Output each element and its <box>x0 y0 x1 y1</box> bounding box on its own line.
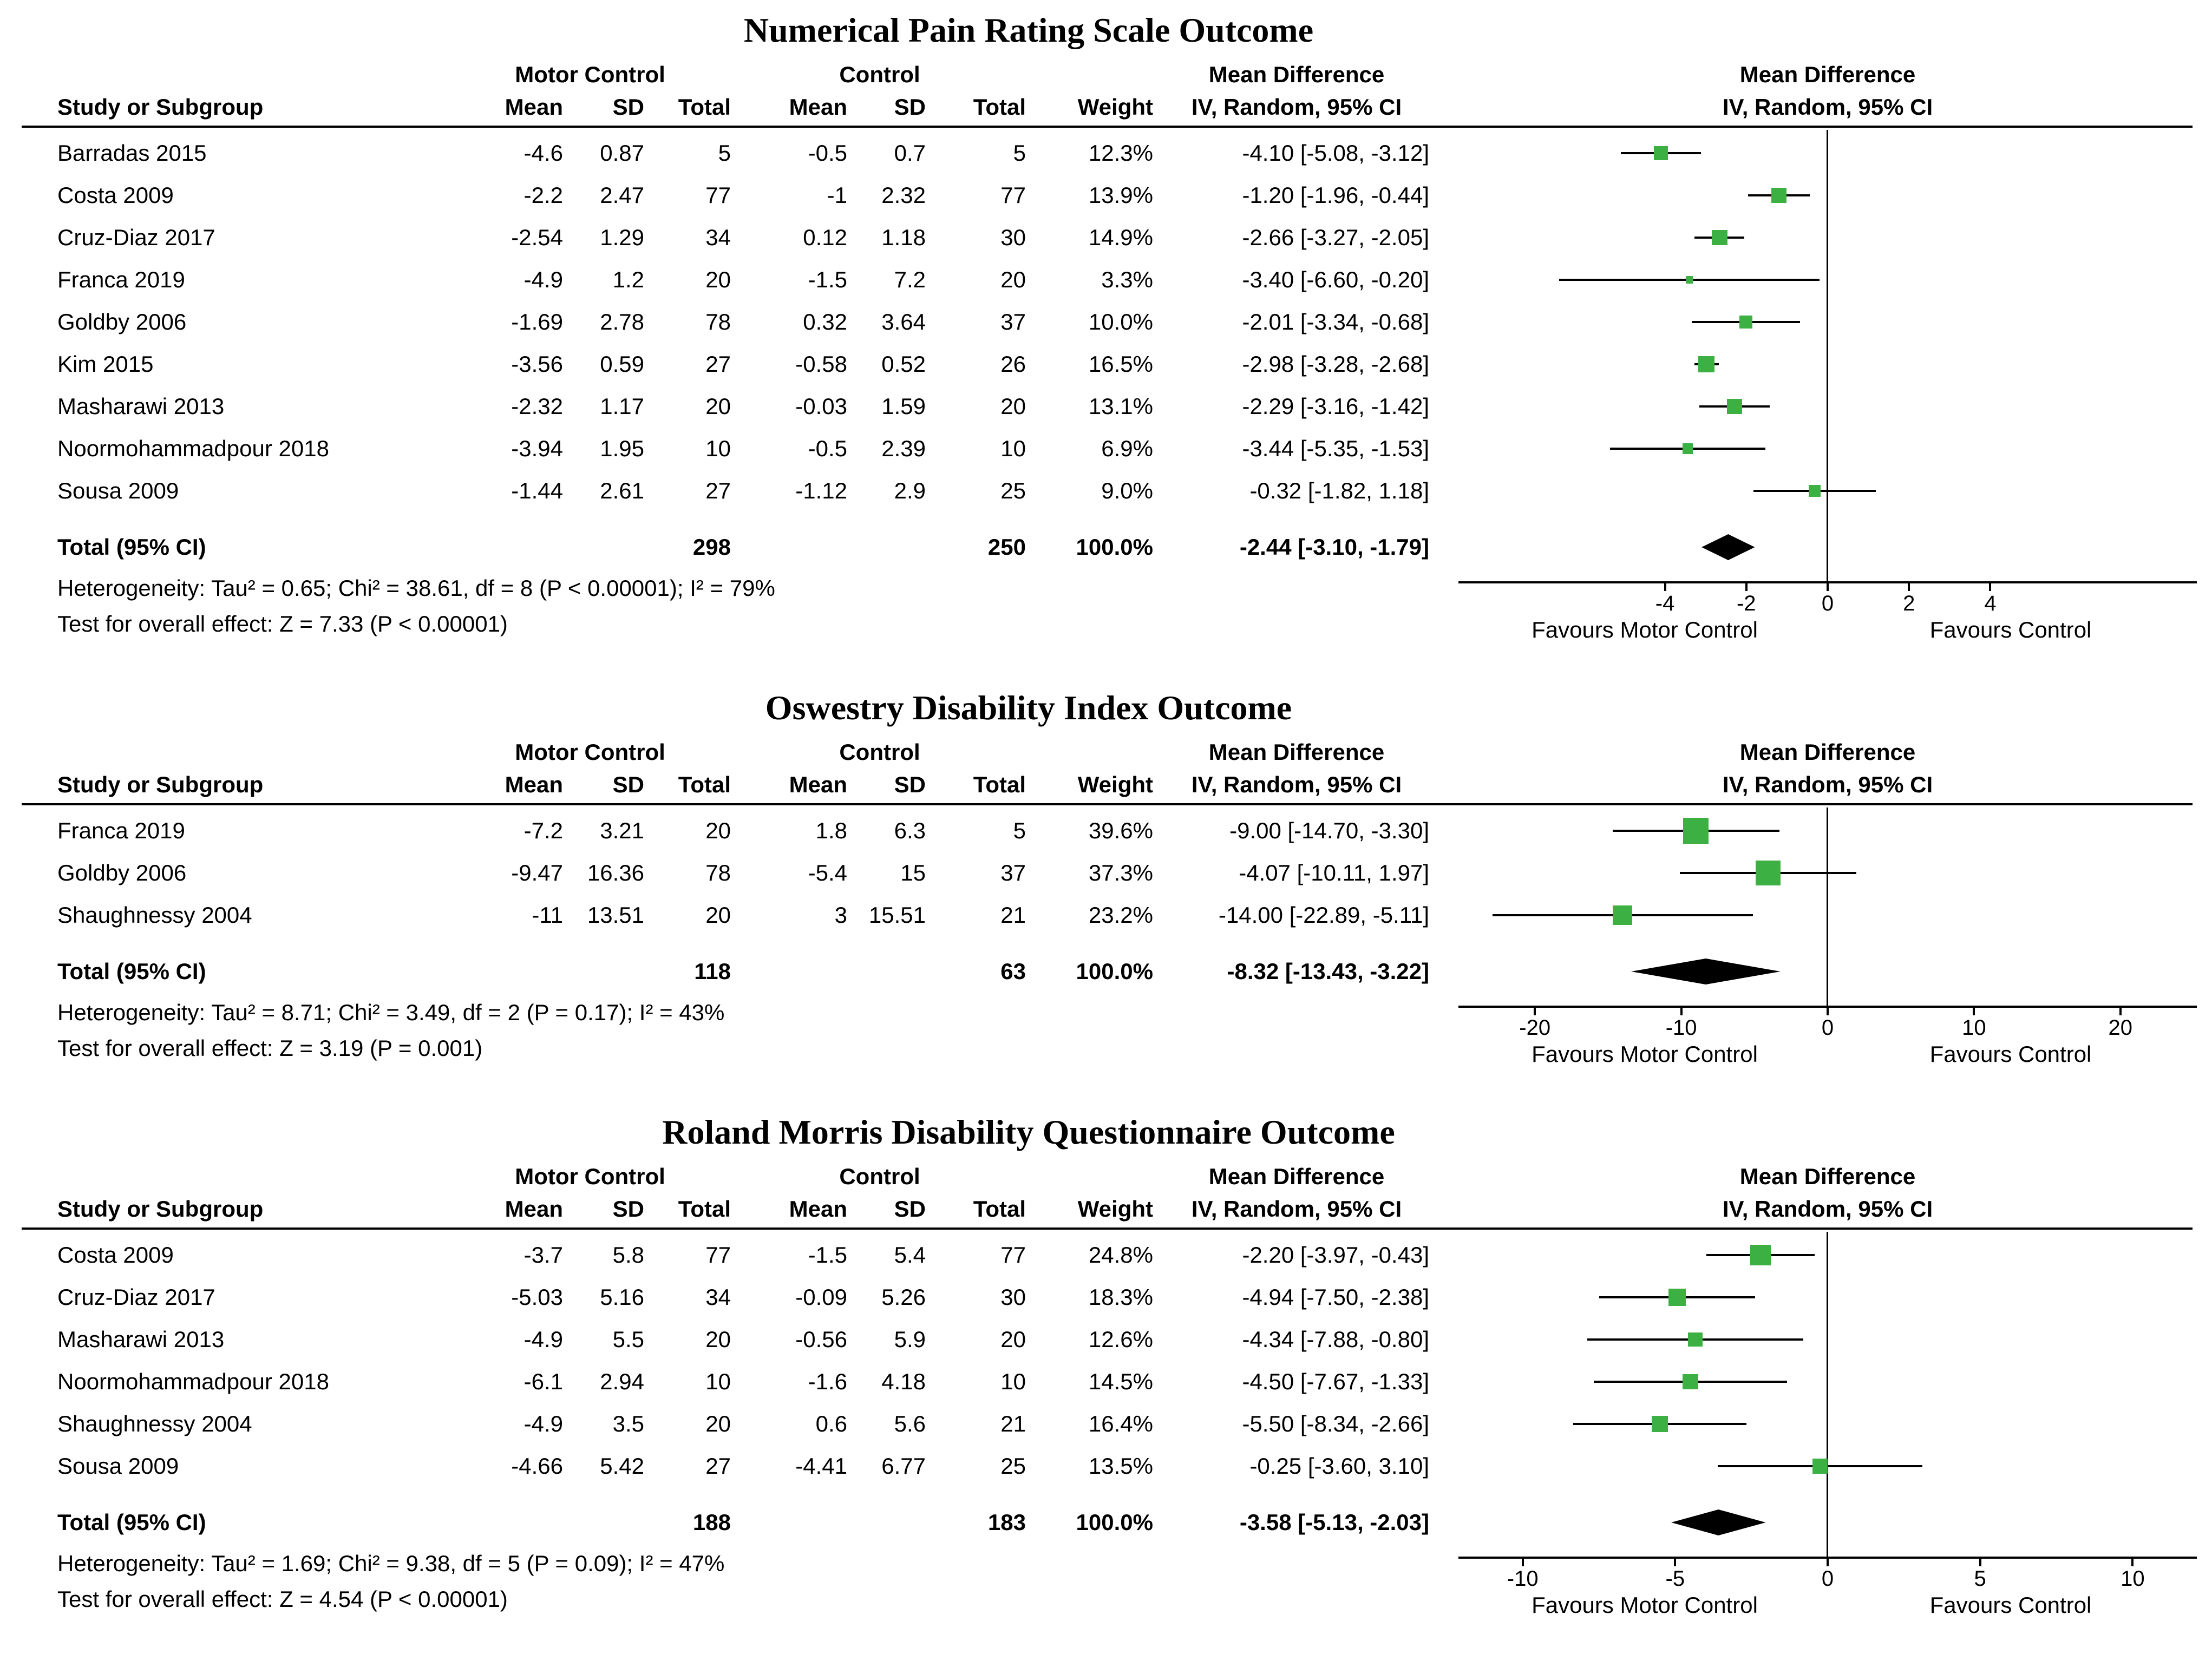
total-mc-n: 118 <box>694 959 731 984</box>
overall-effect-text: Test for overall effect: Z = 3.19 (P = 0.001) <box>57 1035 483 1061</box>
effect-marker <box>1668 1289 1686 1306</box>
study-col-header: Study or Subgroup <box>57 772 264 797</box>
axis-tick <box>1827 1557 1829 1566</box>
c-total-col-header: Total <box>973 1196 1026 1222</box>
total-c-n: 183 <box>987 1509 1026 1535</box>
effect-marker <box>1683 818 1709 843</box>
c-mean-value: -0.5 <box>808 140 847 166</box>
c-mean-col-header: Mean <box>789 1196 847 1222</box>
mean-difference-header-plot: Mean Difference <box>1739 1164 1916 1189</box>
c-mean-value: -1 <box>827 182 847 208</box>
mc-mean-value: -9.47 <box>511 860 563 885</box>
axis-tick <box>1664 581 1666 591</box>
total-label: Total (95% CI) <box>57 1509 206 1535</box>
effect-marker <box>1739 316 1752 329</box>
axis-tick-label: 4 <box>1984 592 1997 615</box>
mc-total-value: 20 <box>705 393 731 419</box>
axis-tick-label: 5 <box>1974 1567 1986 1591</box>
total-label: Total (95% CI) <box>57 534 206 560</box>
weight-value: 16.5% <box>1088 351 1153 377</box>
axis-tick <box>1979 1557 1981 1566</box>
mc-total-value: 20 <box>705 902 731 928</box>
ci-label: -2.29 [-3.16, -1.42] <box>1242 393 1429 419</box>
ci-label: -5.50 [-8.34, -2.66] <box>1242 1411 1429 1436</box>
c-sd-value: 6.3 <box>894 818 926 843</box>
axis-tick <box>1908 581 1910 591</box>
c-sd-value: 5.4 <box>894 1242 926 1268</box>
effect-marker <box>1712 230 1727 246</box>
c-sd-col-header: SD <box>894 772 926 797</box>
total-mc-n: 298 <box>692 534 731 560</box>
mc-sd-col-header: SD <box>612 94 644 120</box>
mc-total-value: 5 <box>718 140 731 166</box>
mc-total-value: 77 <box>705 182 731 208</box>
weight-value: 13.5% <box>1088 1453 1153 1479</box>
effect-marker <box>1686 276 1693 284</box>
mc-total-value: 27 <box>705 478 731 503</box>
axis-tick-label: 10 <box>1962 1016 1986 1040</box>
method-col-header-plot: IV, Random, 95% CI <box>1722 94 1933 120</box>
effect-marker <box>1683 443 1693 454</box>
study-name: Sousa 2009 <box>57 478 179 503</box>
method-col-header-plot: IV, Random, 95% CI <box>1722 1196 1933 1222</box>
effect-marker <box>1613 905 1632 925</box>
axis-tick-label: -10 <box>1665 1016 1697 1040</box>
mc-mean-value: -2.2 <box>523 182 563 208</box>
axis-tick <box>1674 1557 1676 1566</box>
mc-total-value: 27 <box>705 351 731 377</box>
effect-marker <box>1809 485 1821 497</box>
ci-label: -1.20 [-1.96, -0.44] <box>1242 182 1429 208</box>
axis-tick <box>1989 581 1991 591</box>
favours-right-label: Favours Control <box>1929 617 2092 642</box>
c-mean-value: -5.4 <box>808 860 847 885</box>
axis-tick-label: 20 <box>2108 1016 2133 1040</box>
study-name: Barradas 2015 <box>57 140 207 166</box>
study-name: Noormohammadpour 2018 <box>57 436 329 461</box>
weight-value: 14.9% <box>1088 225 1153 250</box>
total-c-n: 250 <box>987 534 1026 560</box>
mc-mean-value: -5.03 <box>511 1284 563 1310</box>
ci-label: -9.00 [-14.70, -3.30] <box>1229 818 1429 843</box>
c-mean-value: -0.56 <box>795 1327 847 1352</box>
c-mean-value: -1.6 <box>808 1369 847 1394</box>
effect-marker <box>1652 1416 1668 1432</box>
ci-label: -2.98 [-3.28, -2.68] <box>1242 351 1429 377</box>
mc-mean-value: -11 <box>532 902 563 928</box>
mean-difference-header-text: Mean Difference <box>1208 62 1385 87</box>
group1-header: Motor Control <box>515 1164 665 1189</box>
ci-label: -0.32 [-1.82, 1.18] <box>1249 478 1429 503</box>
effect-marker <box>1756 861 1781 885</box>
axis-tick <box>1827 1006 1829 1015</box>
axis-tick <box>2131 1557 2134 1566</box>
ci-label: -2.01 [-3.34, -0.68] <box>1242 309 1429 334</box>
total-ci-label: -2.44 [-3.10, -1.79] <box>1239 534 1429 560</box>
weight-value: 24.8% <box>1088 1242 1153 1268</box>
total-mc-n: 188 <box>692 1509 731 1535</box>
axis-tick <box>1745 581 1748 591</box>
mc-sd-value: 5.42 <box>600 1453 644 1479</box>
effect-marker <box>1683 1374 1698 1390</box>
total-ci-label: -3.58 [-5.13, -2.03] <box>1239 1509 1429 1535</box>
mc-mean-value: -3.94 <box>511 436 563 461</box>
effect-marker <box>1771 188 1786 203</box>
c-sd-value: 15.51 <box>868 902 926 928</box>
zero-line <box>1827 130 1828 581</box>
axis-tick <box>2119 1006 2122 1015</box>
mc-sd-value: 2.78 <box>600 309 644 334</box>
mc-mean-value: -2.32 <box>511 393 563 419</box>
axis-tick <box>1534 1006 1536 1015</box>
mc-mean-value: -3.56 <box>511 351 563 377</box>
weight-value: 18.3% <box>1088 1284 1153 1310</box>
axis-tick-label: 0 <box>1821 1567 1834 1591</box>
mc-mean-col-header: Mean <box>505 94 563 120</box>
mc-total-value: 10 <box>705 1369 731 1394</box>
study-name: Masharawi 2013 <box>57 393 225 419</box>
axis-tick-label: 2 <box>1903 592 1915 615</box>
c-total-value: 10 <box>1000 436 1026 461</box>
method-col-header-plot: IV, Random, 95% CI <box>1722 772 1933 797</box>
total-diamond <box>1631 959 1781 984</box>
mc-sd-value: 5.16 <box>600 1284 644 1310</box>
c-total-value: 20 <box>1000 393 1026 419</box>
study-name: Costa 2009 <box>57 1242 174 1268</box>
weight-value: 12.6% <box>1088 1327 1153 1352</box>
total-c-n: 63 <box>1000 959 1026 984</box>
panel-title: Numerical Pain Rating Scale Outcome <box>743 11 1314 49</box>
c-total-value: 25 <box>1000 1453 1026 1479</box>
weight-value: 6.9% <box>1101 436 1153 461</box>
header-rule <box>22 1227 2193 1230</box>
ci-label: -4.07 [-10.11, 1.97] <box>1239 860 1429 885</box>
ci-label: -4.34 [-7.88, -0.80] <box>1242 1327 1429 1352</box>
c-mean-value: -4.41 <box>795 1453 847 1479</box>
effect-marker <box>1688 1332 1703 1347</box>
study-name: Masharawi 2013 <box>57 1327 225 1352</box>
axis-tick-label: 0 <box>1821 1016 1834 1040</box>
mc-total-col-header: Total <box>678 94 731 120</box>
c-sd-value: 2.32 <box>881 182 926 208</box>
c-sd-value: 5.9 <box>894 1327 926 1352</box>
c-sd-value: 1.18 <box>881 225 926 250</box>
overall-effect-text: Test for overall effect: Z = 7.33 (P < 0.00001) <box>57 611 508 636</box>
mc-total-value: 77 <box>705 1242 731 1268</box>
mc-mean-value: -7.2 <box>523 818 563 843</box>
mc-sd-value: 1.95 <box>600 436 644 461</box>
mc-sd-col-header: SD <box>612 772 644 797</box>
study-name: Franca 2019 <box>57 267 185 292</box>
weight-value: 39.6% <box>1088 818 1153 843</box>
mc-sd-value: 1.17 <box>600 393 644 419</box>
c-mean-value: -1.12 <box>795 478 847 503</box>
panel-title: Roland Morris Disability Questionnaire Outcome <box>662 1113 1395 1151</box>
mc-total-value: 78 <box>705 860 731 885</box>
weight-value: 3.3% <box>1101 267 1153 292</box>
study-name: Costa 2009 <box>57 182 174 208</box>
ci-label: -4.94 [-7.50, -2.38] <box>1242 1284 1429 1310</box>
axis-tick <box>1680 1006 1683 1015</box>
c-sd-value: 0.7 <box>894 140 926 166</box>
c-sd-value: 15 <box>900 860 926 885</box>
mc-total-col-header: Total <box>678 1196 731 1222</box>
mc-mean-col-header: Mean <box>505 772 563 797</box>
c-sd-value: 7.2 <box>894 267 926 292</box>
mc-sd-value: 13.51 <box>587 902 644 928</box>
mc-total-value: 20 <box>705 1327 731 1352</box>
c-mean-value: -0.5 <box>808 436 847 461</box>
mc-mean-value: -4.6 <box>523 140 563 166</box>
mc-total-value: 78 <box>705 309 731 334</box>
heterogeneity-text: Heterogeneity: Tau² = 1.69; Chi² = 9.38, df = 5 (P = 0.09); I² = 47% <box>57 1551 725 1576</box>
c-mean-value: 0.32 <box>803 309 847 334</box>
c-sd-value: 3.64 <box>881 309 926 334</box>
study-name: Sousa 2009 <box>57 1453 179 1479</box>
mc-mean-col-header: Mean <box>505 1196 563 1222</box>
c-sd-value: 5.6 <box>894 1411 926 1436</box>
mc-mean-value: -1.44 <box>511 478 563 503</box>
group2-header: Control <box>839 1164 920 1189</box>
mc-total-value: 10 <box>705 436 731 461</box>
heterogeneity-text: Heterogeneity: Tau² = 0.65; Chi² = 38.61, df = 8 (P < 0.00001); I² = 79% <box>57 575 775 601</box>
weight-value: 16.4% <box>1088 1411 1153 1436</box>
weight-value: 37.3% <box>1088 860 1153 885</box>
mc-sd-value: 5.5 <box>612 1327 644 1352</box>
method-col-header-text: IV, Random, 95% CI <box>1191 772 1402 797</box>
effect-marker <box>1812 1459 1828 1474</box>
study-name: Noormohammadpour 2018 <box>57 1369 329 1394</box>
c-mean-value: -0.09 <box>795 1284 847 1310</box>
c-sd-col-header: SD <box>894 94 926 120</box>
mc-mean-value: -4.9 <box>523 1327 563 1352</box>
study-name: Kim 2015 <box>57 351 154 377</box>
ci-label: -4.10 [-5.08, -3.12] <box>1242 140 1429 166</box>
mean-difference-header-plot: Mean Difference <box>1739 62 1916 87</box>
c-mean-col-header: Mean <box>789 94 847 120</box>
c-sd-col-header: SD <box>894 1196 926 1222</box>
group1-header: Motor Control <box>515 739 665 765</box>
mc-sd-col-header: SD <box>612 1196 644 1222</box>
c-total-value: 5 <box>1013 140 1026 166</box>
group2-header: Control <box>839 62 920 87</box>
c-total-value: 26 <box>1000 351 1026 377</box>
c-total-value: 77 <box>1000 182 1026 208</box>
header-rule <box>22 126 2193 128</box>
c-mean-col-header: Mean <box>789 772 847 797</box>
axis-tick-label: -5 <box>1665 1567 1685 1591</box>
mc-sd-value: 1.2 <box>612 267 644 292</box>
c-sd-value: 0.52 <box>881 351 926 377</box>
total-weight: 100.0% <box>1076 1509 1153 1535</box>
mean-difference-header-plot: Mean Difference <box>1739 739 1916 765</box>
ci-label: -14.00 [-22.89, -5.11] <box>1218 902 1429 928</box>
c-mean-value: 3 <box>834 902 847 928</box>
mc-sd-value: 2.61 <box>600 478 644 503</box>
mc-sd-value: 1.29 <box>600 225 644 250</box>
c-total-col-header: Total <box>973 94 1026 120</box>
mc-sd-value: 3.5 <box>612 1411 644 1436</box>
ci-label: -3.44 [-5.35, -1.53] <box>1242 436 1429 461</box>
c-total-value: 77 <box>1000 1242 1026 1268</box>
mc-mean-value: -1.69 <box>511 309 563 334</box>
mc-mean-value: -4.66 <box>511 1453 563 1479</box>
c-total-value: 5 <box>1013 818 1026 843</box>
mc-total-value: 34 <box>705 1284 731 1310</box>
axis-tick-label: -20 <box>1519 1016 1551 1040</box>
c-mean-value: -1.5 <box>808 267 847 292</box>
total-diamond <box>1671 1509 1766 1535</box>
c-sd-value: 4.18 <box>881 1369 926 1394</box>
c-mean-value: 1.8 <box>815 818 847 843</box>
axis-tick <box>1827 581 1829 591</box>
effect-marker <box>1654 146 1668 160</box>
weight-col-header: Weight <box>1077 1196 1153 1222</box>
mc-total-value: 34 <box>705 225 731 250</box>
study-name: Goldby 2006 <box>57 309 187 334</box>
ci-label: -2.66 [-3.27, -2.05] <box>1242 225 1429 250</box>
c-total-value: 20 <box>1000 267 1026 292</box>
weight-value: 9.0% <box>1101 478 1153 503</box>
weight-value: 14.5% <box>1088 1369 1153 1394</box>
weight-value: 13.1% <box>1088 393 1153 419</box>
c-total-value: 25 <box>1000 478 1026 503</box>
weight-col-header: Weight <box>1077 772 1153 797</box>
study-name: Cruz-Diaz 2017 <box>57 225 215 250</box>
weight-value: 12.3% <box>1088 140 1153 166</box>
mc-sd-value: 3.21 <box>600 818 644 843</box>
total-weight: 100.0% <box>1076 959 1153 984</box>
mc-sd-value: 5.8 <box>612 1242 644 1268</box>
effect-marker <box>1698 356 1714 372</box>
mc-sd-value: 0.59 <box>600 351 644 377</box>
ci-label: -0.25 [-3.60, 3.10] <box>1249 1453 1429 1479</box>
zero-line <box>1827 1232 1828 1557</box>
axis-tick <box>1522 1557 1524 1566</box>
c-sd-value: 1.59 <box>881 393 926 419</box>
weight-col-header: Weight <box>1077 94 1153 120</box>
favours-left-label: Favours Motor Control <box>1532 1592 1758 1618</box>
c-total-value: 10 <box>1000 1369 1026 1394</box>
favours-left-label: Favours Motor Control <box>1532 617 1758 642</box>
ci-label: -4.50 [-7.67, -1.33] <box>1242 1369 1429 1394</box>
panel-title: Oswestry Disability Index Outcome <box>765 688 1292 727</box>
mc-sd-value: 0.87 <box>600 140 644 166</box>
favours-right-label: Favours Control <box>1929 1041 2092 1067</box>
effect-marker <box>1727 399 1742 413</box>
group1-header: Motor Control <box>515 62 665 87</box>
weight-value: 13.9% <box>1088 182 1153 208</box>
mc-sd-value: 2.94 <box>600 1369 644 1394</box>
total-weight: 100.0% <box>1076 534 1153 560</box>
c-sd-value: 5.26 <box>881 1284 926 1310</box>
favours-left-label: Favours Motor Control <box>1532 1041 1758 1067</box>
axis-tick-label: 10 <box>2121 1567 2145 1591</box>
mc-total-col-header: Total <box>678 772 731 797</box>
study-name: Franca 2019 <box>57 818 185 843</box>
c-mean-value: -0.03 <box>795 393 847 419</box>
mc-total-value: 20 <box>705 1411 731 1436</box>
c-total-value: 37 <box>1000 309 1026 334</box>
mc-mean-value: -3.7 <box>523 1242 563 1268</box>
c-mean-value: 0.6 <box>815 1411 847 1436</box>
header-rule <box>22 803 2193 805</box>
c-total-value: 20 <box>1000 1327 1026 1352</box>
c-sd-value: 6.77 <box>881 1453 926 1479</box>
mc-total-value: 20 <box>705 818 731 843</box>
c-mean-value: -0.58 <box>795 351 847 377</box>
method-col-header-text: IV, Random, 95% CI <box>1191 94 1402 120</box>
study-name: Shaughnessy 2004 <box>57 1411 252 1436</box>
weight-value: 23.2% <box>1088 902 1153 928</box>
group2-header: Control <box>839 739 920 765</box>
c-mean-value: -1.5 <box>808 1242 847 1268</box>
axis-tick-label: 0 <box>1821 592 1834 615</box>
c-mean-value: 0.12 <box>803 225 847 250</box>
method-col-header-text: IV, Random, 95% CI <box>1191 1196 1402 1222</box>
c-total-value: 21 <box>1000 1411 1026 1436</box>
mc-mean-value: -4.9 <box>523 267 563 292</box>
mc-total-value: 27 <box>705 1453 731 1479</box>
c-total-value: 30 <box>1000 1284 1026 1310</box>
total-label: Total (95% CI) <box>57 959 206 984</box>
mc-mean-value: -6.1 <box>523 1369 563 1394</box>
study-name: Cruz-Diaz 2017 <box>57 1284 215 1310</box>
c-total-col-header: Total <box>973 772 1026 797</box>
mc-sd-value: 2.47 <box>600 182 644 208</box>
mc-mean-value: -2.54 <box>511 225 563 250</box>
effect-marker <box>1750 1245 1770 1265</box>
mc-mean-value: -4.9 <box>523 1411 563 1436</box>
heterogeneity-text: Heterogeneity: Tau² = 8.71; Chi² = 3.49, df = 2 (P = 0.17); I² = 43% <box>57 1000 725 1025</box>
favours-right-label: Favours Control <box>1929 1592 2092 1618</box>
c-sd-value: 2.9 <box>894 478 926 503</box>
ci-label: -3.40 [-6.60, -0.20] <box>1242 267 1429 292</box>
axis-tick-label: -10 <box>1507 1567 1539 1591</box>
study-name: Shaughnessy 2004 <box>57 902 252 928</box>
mean-difference-header-text: Mean Difference <box>1208 1164 1385 1189</box>
axis-tick <box>1973 1006 1975 1015</box>
mean-difference-header-text: Mean Difference <box>1208 739 1385 765</box>
weight-value: 10.0% <box>1088 309 1153 334</box>
mc-total-value: 20 <box>705 267 731 292</box>
axis-tick-label: -2 <box>1736 592 1756 615</box>
total-diamond <box>1701 534 1755 560</box>
study-col-header: Study or Subgroup <box>57 94 264 120</box>
axis-tick-label: -4 <box>1655 592 1675 615</box>
overall-effect-text: Test for overall effect: Z = 4.54 (P < 0.00001) <box>57 1586 508 1612</box>
ci-label: -2.20 [-3.97, -0.43] <box>1242 1242 1429 1268</box>
c-total-value: 21 <box>1000 902 1026 928</box>
c-total-value: 30 <box>1000 225 1026 250</box>
total-ci-label: -8.32 [-13.43, -3.22] <box>1227 959 1429 984</box>
c-total-value: 37 <box>1000 860 1026 885</box>
mc-sd-value: 16.36 <box>587 860 644 885</box>
study-col-header: Study or Subgroup <box>57 1196 264 1222</box>
study-name: Goldby 2006 <box>57 860 187 885</box>
zero-line <box>1827 808 1828 1006</box>
c-sd-value: 2.39 <box>881 436 926 461</box>
